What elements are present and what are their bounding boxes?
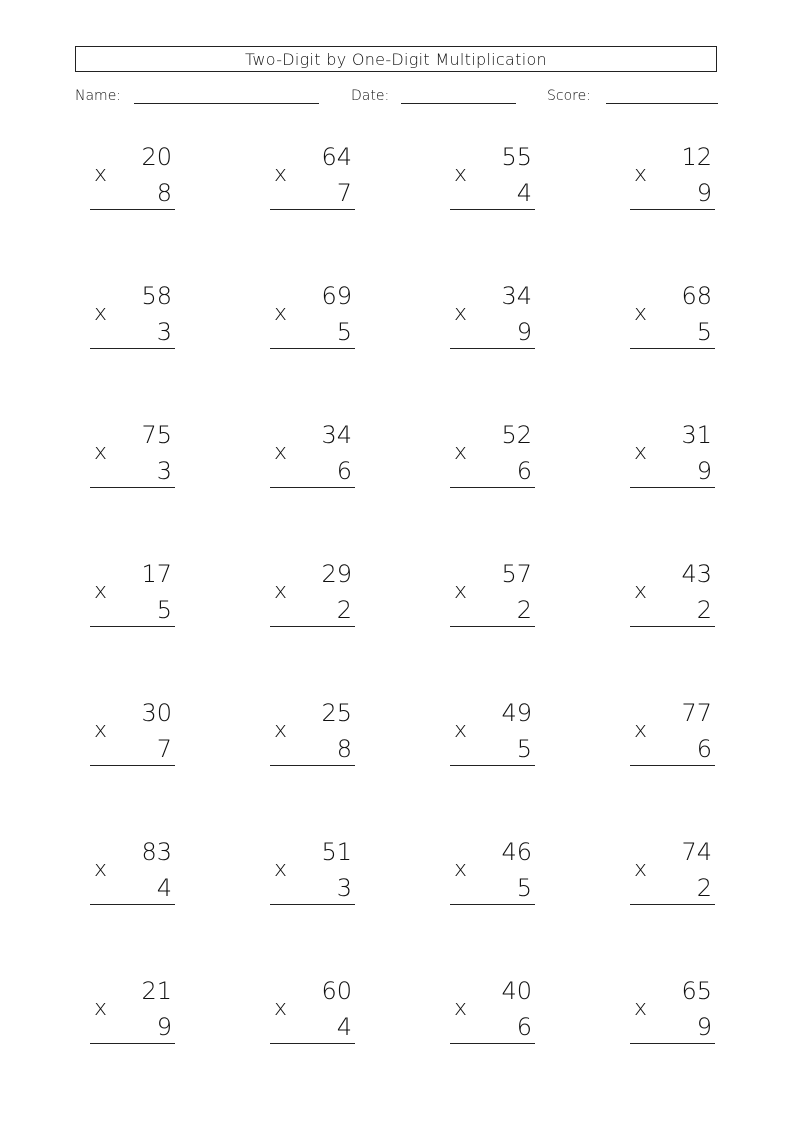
answer-line[interactable] — [630, 487, 715, 488]
problem-card — [448, 838, 538, 910]
multiply-sign: x — [94, 301, 108, 326]
multiply-sign: x — [274, 718, 288, 743]
answer-line[interactable] — [630, 626, 715, 627]
multiplier: 5 — [156, 596, 172, 624]
answer-line[interactable] — [270, 626, 355, 627]
multiply-sign: x — [94, 718, 108, 743]
multiplicand: 75 — [141, 421, 172, 449]
multiplier: 4 — [516, 179, 532, 207]
multiply-sign: x — [634, 857, 648, 882]
multiply-sign: x — [634, 718, 648, 743]
problem-card — [628, 977, 718, 1049]
multiplier: 3 — [156, 457, 172, 485]
answer-line[interactable] — [630, 209, 715, 210]
problem-card — [268, 143, 358, 215]
problem-card — [628, 699, 718, 771]
multiply-sign: x — [274, 162, 288, 187]
problem-card — [268, 282, 358, 354]
answer-line[interactable] — [90, 209, 175, 210]
multiply-sign: x — [454, 579, 468, 604]
multiply-sign: x — [454, 162, 468, 187]
problem-card — [88, 143, 178, 215]
problem-card — [628, 143, 718, 215]
answer-line[interactable] — [630, 904, 715, 905]
problem-card — [268, 977, 358, 1049]
multiplicand: 34 — [501, 282, 532, 310]
multiplicand: 30 — [141, 699, 172, 727]
multiplier: 2 — [696, 874, 712, 902]
answer-line[interactable] — [450, 765, 535, 766]
multiply-sign: x — [454, 718, 468, 743]
multiplier: 4 — [336, 1013, 352, 1041]
problem-card — [628, 560, 718, 632]
answer-line[interactable] — [270, 1043, 355, 1044]
name-label: Name: — [75, 88, 122, 104]
answer-line[interactable] — [270, 904, 355, 905]
answer-line[interactable] — [90, 487, 175, 488]
problem-card — [448, 560, 538, 632]
problem-card — [628, 282, 718, 354]
multiplier: 5 — [696, 318, 712, 346]
multiply-sign: x — [634, 162, 648, 187]
problem-card — [448, 282, 538, 354]
multiply-sign: x — [454, 301, 468, 326]
answer-line[interactable] — [630, 765, 715, 766]
answer-line[interactable] — [90, 348, 175, 349]
answer-line[interactable] — [450, 626, 535, 627]
problem-card — [88, 977, 178, 1049]
problem-card — [628, 421, 718, 493]
multiplier: 3 — [156, 318, 172, 346]
multiplicand: 69 — [321, 282, 352, 310]
multiplier: 3 — [336, 874, 352, 902]
multiply-sign: x — [274, 440, 288, 465]
problem-card — [628, 838, 718, 910]
problem-card — [88, 699, 178, 771]
multiplicand: 65 — [681, 977, 712, 1005]
multiply-sign: x — [94, 857, 108, 882]
multiplicand: 21 — [141, 977, 172, 1005]
answer-line[interactable] — [450, 1043, 535, 1044]
multiplicand: 20 — [141, 143, 172, 171]
multiplier: 9 — [516, 318, 532, 346]
multiply-sign: x — [454, 440, 468, 465]
multiplier: 9 — [696, 1013, 712, 1041]
answer-line[interactable] — [270, 487, 355, 488]
multiplier: 8 — [156, 179, 172, 207]
answer-line[interactable] — [270, 209, 355, 210]
multiplicand: 12 — [681, 143, 712, 171]
multiplier: 5 — [336, 318, 352, 346]
multiplier: 7 — [336, 179, 352, 207]
answer-line[interactable] — [450, 904, 535, 905]
name-field[interactable] — [134, 103, 319, 104]
multiply-sign: x — [94, 440, 108, 465]
date-label: Date: — [351, 88, 390, 104]
score-field[interactable] — [606, 103, 718, 104]
multiplier: 4 — [156, 874, 172, 902]
multiplicand: 77 — [681, 699, 712, 727]
multiplicand: 17 — [141, 560, 172, 588]
answer-line[interactable] — [450, 209, 535, 210]
multiplier: 6 — [336, 457, 352, 485]
multiply-sign: x — [94, 162, 108, 187]
problem-card — [88, 560, 178, 632]
multiplicand: 57 — [501, 560, 532, 588]
problem-card — [448, 143, 538, 215]
multiplier: 9 — [156, 1013, 172, 1041]
multiplicand: 46 — [501, 838, 532, 866]
multiplicand: 40 — [501, 977, 532, 1005]
multiplier: 2 — [516, 596, 532, 624]
multiplicand: 58 — [141, 282, 172, 310]
problem-card — [88, 838, 178, 910]
problem-card — [88, 421, 178, 493]
answer-line[interactable] — [90, 1043, 175, 1044]
answer-line[interactable] — [450, 348, 535, 349]
problem-card — [268, 560, 358, 632]
multiply-sign: x — [94, 996, 108, 1021]
multiplicand: 83 — [141, 838, 172, 866]
answer-line[interactable] — [630, 1043, 715, 1044]
multiply-sign: x — [634, 996, 648, 1021]
multiply-sign: x — [454, 996, 468, 1021]
multiply-sign: x — [274, 857, 288, 882]
multiplier: 6 — [516, 1013, 532, 1041]
multiplicand: 74 — [681, 838, 712, 866]
multiplier: 9 — [696, 457, 712, 485]
multiplier: 7 — [156, 735, 172, 763]
multiplier: 5 — [516, 874, 532, 902]
answer-line[interactable] — [630, 348, 715, 349]
multiplier: 5 — [516, 735, 532, 763]
multiply-sign: x — [274, 996, 288, 1021]
answer-line[interactable] — [450, 487, 535, 488]
multiplicand: 43 — [681, 560, 712, 588]
problem-card — [268, 421, 358, 493]
worksheet-title: Two-Digit by One-Digit Multiplication — [75, 46, 717, 72]
answer-line[interactable] — [90, 765, 175, 766]
multiplicand: 60 — [321, 977, 352, 1005]
problem-card — [448, 421, 538, 493]
problem-card — [448, 699, 538, 771]
multiplier: 6 — [696, 735, 712, 763]
answer-line[interactable] — [270, 765, 355, 766]
problem-card — [448, 977, 538, 1049]
multiplicand: 55 — [501, 143, 532, 171]
problem-card — [268, 838, 358, 910]
problem-card — [88, 282, 178, 354]
multiply-sign: x — [274, 301, 288, 326]
date-field[interactable] — [401, 103, 516, 104]
multiplicand: 52 — [501, 421, 532, 449]
multiply-sign: x — [94, 579, 108, 604]
answer-line[interactable] — [90, 904, 175, 905]
multiplier: 2 — [696, 596, 712, 624]
multiplicand: 29 — [321, 560, 352, 588]
multiplicand: 31 — [681, 421, 712, 449]
multiply-sign: x — [634, 579, 648, 604]
multiply-sign: x — [454, 857, 468, 882]
multiplier: 2 — [336, 596, 352, 624]
answer-line[interactable] — [270, 348, 355, 349]
multiplicand: 34 — [321, 421, 352, 449]
multiplier: 9 — [696, 179, 712, 207]
multiplicand: 25 — [321, 699, 352, 727]
multiplicand: 51 — [321, 838, 352, 866]
multiplier: 6 — [516, 457, 532, 485]
multiply-sign: x — [634, 440, 648, 465]
multiplicand: 64 — [321, 143, 352, 171]
problem-card — [268, 699, 358, 771]
multiplier: 8 — [336, 735, 352, 763]
score-label: Score: — [547, 88, 591, 104]
multiplicand: 68 — [681, 282, 712, 310]
multiply-sign: x — [274, 579, 288, 604]
answer-line[interactable] — [90, 626, 175, 627]
multiply-sign: x — [634, 301, 648, 326]
multiplicand: 49 — [501, 699, 532, 727]
